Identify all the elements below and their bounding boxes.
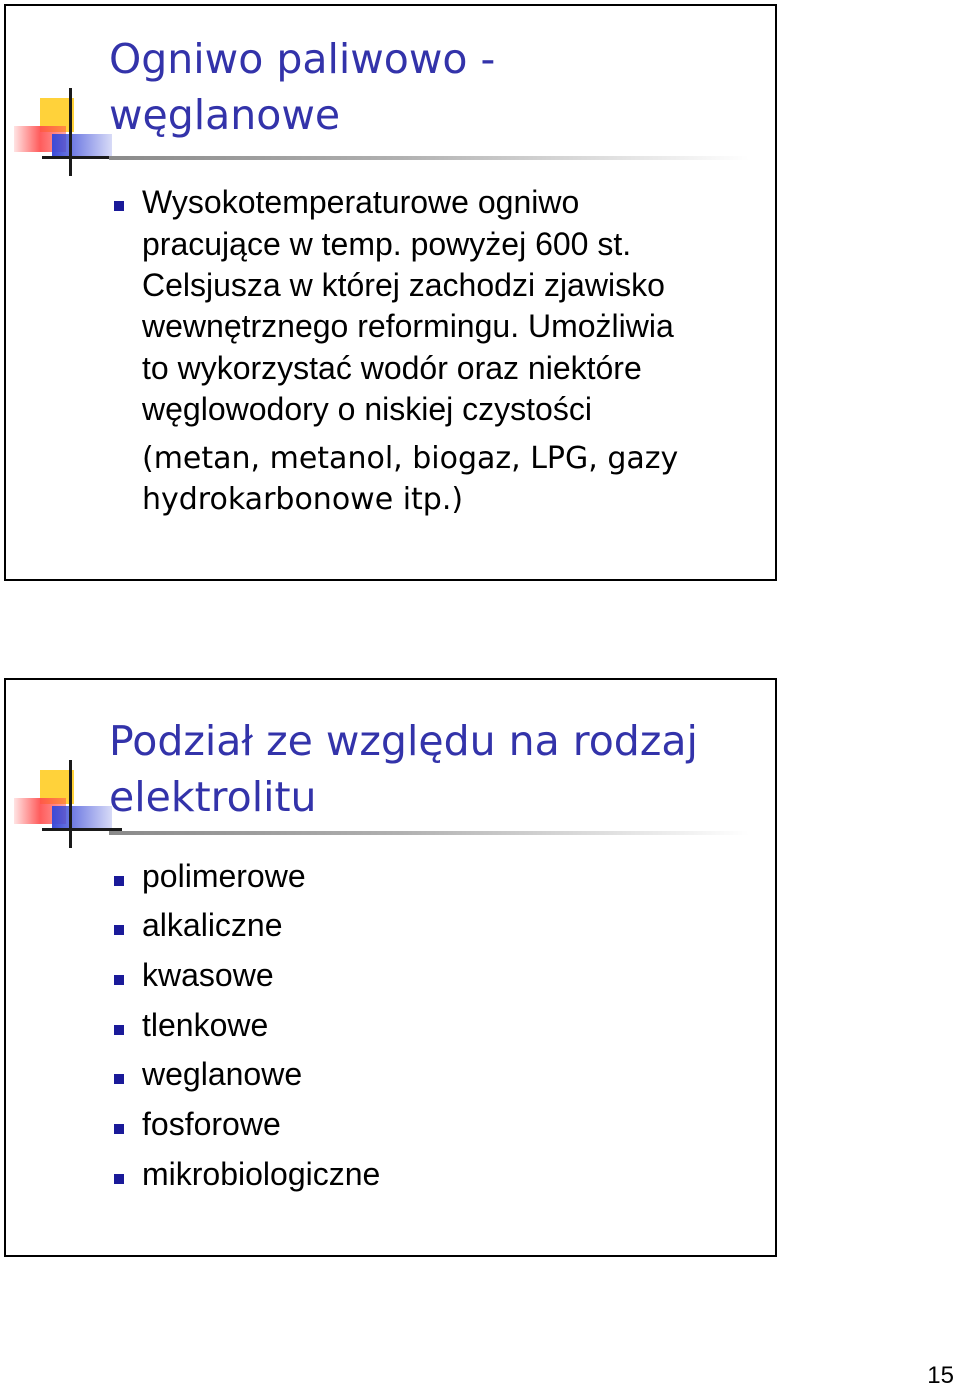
- title-divider: [109, 831, 749, 835]
- square-bullet-icon: [114, 1124, 124, 1134]
- square-bullet-icon: [114, 876, 124, 886]
- list-item: alkaliczne: [142, 907, 283, 943]
- title-divider: [109, 156, 749, 160]
- square-bullet-icon: [114, 1074, 124, 1084]
- list-item: polimerowe: [142, 858, 306, 894]
- paragraph-line: węglowodory o niskiej czystości: [142, 391, 592, 427]
- paragraph-line: wewnętrznego reformingu. Umożliwia: [142, 308, 674, 344]
- paragraph-line: Wysokotemperaturowe ogniwo: [142, 184, 580, 220]
- slide-title: Ogniwo paliwowo - węglanowe: [109, 35, 496, 139]
- list-item: fosforowe: [142, 1106, 281, 1142]
- square-bullet-icon: [114, 925, 124, 935]
- square-bullet-icon: [114, 201, 124, 211]
- list-item: mikrobiologiczne: [142, 1156, 381, 1192]
- square-bullet-icon: [114, 1174, 124, 1184]
- list-item: kwasowe: [142, 957, 274, 993]
- paragraph-line: hydrokarbonowe itp.): [142, 482, 464, 517]
- square-bullet-icon: [114, 975, 124, 985]
- slide-1: [4, 4, 777, 581]
- crosshair-squares-icon: [12, 88, 122, 183]
- slide-title: Podział ze względu na rodzaj elektrolitu: [109, 717, 698, 821]
- slide-2: [4, 678, 777, 1257]
- paragraph-line: pracujące w temp. powyżej 600 st.: [142, 226, 632, 262]
- paragraph-line: to wykorzystać wodór oraz niektóre: [142, 350, 642, 386]
- square-bullet-icon: [114, 1025, 124, 1035]
- list-item: weglanowe: [142, 1056, 303, 1092]
- list-item: tlenkowe: [142, 1007, 269, 1043]
- paragraph-line: (metan, metanol, biogaz, LPG, gazy: [142, 441, 679, 476]
- page-number: 15: [927, 1362, 954, 1389]
- paragraph-line: Celsjusza w której zachodzi zjawisko: [142, 267, 665, 303]
- crosshair-squares-icon: [12, 760, 122, 855]
